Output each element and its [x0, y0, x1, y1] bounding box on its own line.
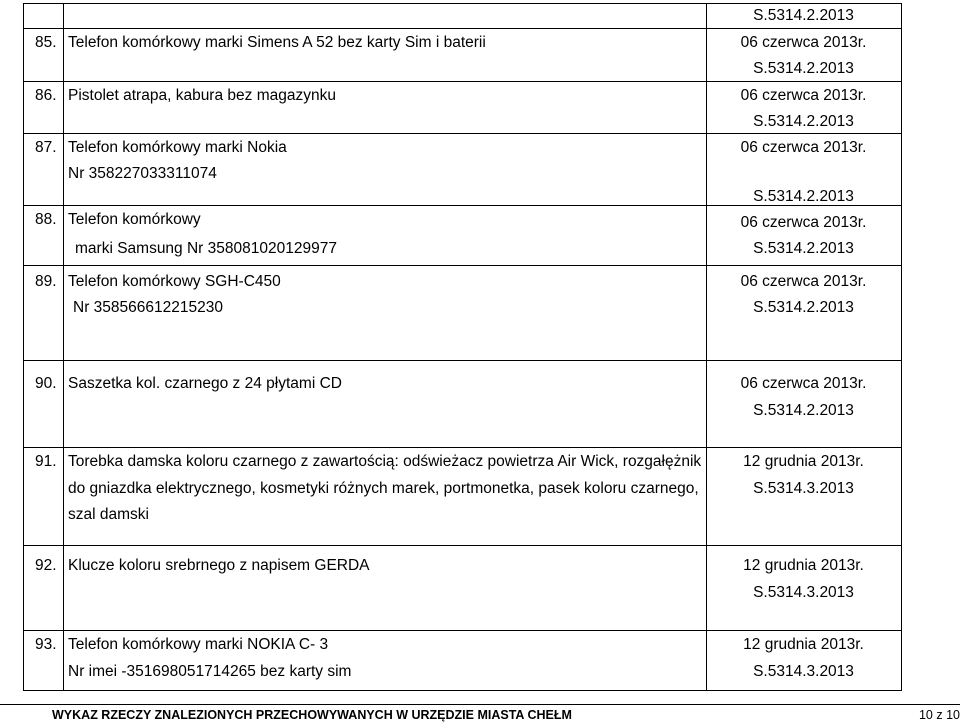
grid-hline: [23, 3, 902, 4]
page-number: 10 z 10: [918, 708, 960, 722]
item-description: Telefon komórkowy marki Simens A 52 bez karty Sim i baterii: [68, 34, 486, 51]
grid-hline: [23, 690, 902, 691]
item-number: 88.: [35, 211, 57, 228]
item-reference: S.5314.2.2013: [753, 60, 854, 77]
table-row: [23, 630, 901, 690]
table-row: [23, 265, 901, 360]
page-footer: [0, 704, 960, 722]
grid-vline: [901, 3, 902, 690]
item-description: Nr imei -351698051714265 bez karty sim: [68, 663, 352, 680]
item-reference: S.5314.3.2013: [753, 663, 854, 680]
item-date: 06 czerwca 2013r.: [740, 375, 867, 392]
table-row: [23, 81, 901, 133]
item-date: 06 czerwca 2013r.: [740, 214, 867, 231]
item-date: 12 grudnia 2013r.: [743, 453, 864, 470]
grid-hline: [23, 360, 902, 361]
grid-hline: [23, 133, 902, 134]
item-description: Telefon komórkowy marki Nokia: [68, 139, 287, 156]
item-number: 93.: [35, 636, 57, 653]
table-row: [23, 360, 901, 447]
item-date: 06 czerwca 2013r.: [740, 139, 867, 156]
grid-vline: [23, 3, 24, 690]
grid-hline: [23, 447, 902, 448]
item-description: Nr 358566612215230: [73, 299, 223, 316]
item-date: 12 grudnia 2013r.: [743, 557, 864, 574]
item-number: 86.: [35, 87, 57, 104]
item-description: Saszetka kol. czarnego z 24 płytami CD: [68, 375, 342, 392]
item-date: 06 czerwca 2013r.: [740, 273, 867, 290]
item-reference: S.5314.3.2013: [753, 480, 854, 497]
item-reference: S.5314.2.2013: [753, 7, 854, 24]
grid-hline: [23, 545, 902, 546]
table-row: [23, 188, 901, 265]
item-number: 92.: [35, 557, 57, 574]
item-description: Telefon komórkowy marki NOKIA C- 3: [68, 636, 329, 653]
item-description: do gniazdka elektrycznego, kosmetyki różnych marek, portmonetka, pasek koloru czarnego,: [68, 480, 699, 497]
grid-vline: [63, 3, 64, 690]
table-row: [23, 447, 901, 545]
grid-hline: [23, 205, 902, 206]
item-date: 06 czerwca 2013r.: [740, 34, 867, 51]
item-reference: S.5314.2.2013: [753, 188, 854, 205]
item-number: 90.: [35, 375, 57, 392]
item-number: 89.: [35, 273, 57, 290]
table-row: [23, 545, 901, 630]
item-description: Klucze koloru srebrnego z napisem GERDA: [68, 557, 370, 574]
item-reference: S.5314.2.2013: [753, 402, 854, 419]
table-row: [23, 28, 901, 81]
item-description: marki Samsung Nr 358081020129977: [75, 240, 337, 257]
item-reference: S.5314.2.2013: [753, 113, 854, 130]
item-description: Torebka damska koloru czarnego z zawartością: odświeżacz powietrza Air Wick, rozgałężnik: [68, 453, 702, 470]
grid-hline: [23, 265, 902, 266]
table-row: [23, 3, 901, 28]
grid-vline: [706, 3, 707, 690]
item-number: 85.: [35, 34, 57, 51]
item-reference: S.5314.3.2013: [753, 584, 854, 601]
item-reference: S.5314.2.2013: [753, 299, 854, 316]
item-description: szal damski: [68, 506, 149, 523]
item-description: Pistolet atrapa, kabura bez magazynku: [68, 87, 336, 104]
item-description: Telefon komórkowy: [68, 211, 201, 228]
grid-hline: [23, 630, 902, 631]
grid-hline: [23, 81, 902, 82]
footer-title: WYKAZ RZECZY ZNALEZIONYCH PRZECHOWYWANYCH W URZĘDZIE MIASTA CHEŁM: [52, 708, 572, 722]
item-number: 91.: [35, 453, 57, 470]
item-description: Nr 358227033311074: [68, 165, 217, 182]
item-date: 06 czerwca 2013r.: [740, 87, 867, 104]
item-description: Telefon komórkowy SGH-C450: [68, 273, 281, 290]
item-date: 12 grudnia 2013r.: [743, 636, 864, 653]
grid-hline: [23, 28, 902, 29]
item-number: 87.: [35, 139, 57, 156]
item-reference: S.5314.2.2013: [753, 240, 854, 257]
